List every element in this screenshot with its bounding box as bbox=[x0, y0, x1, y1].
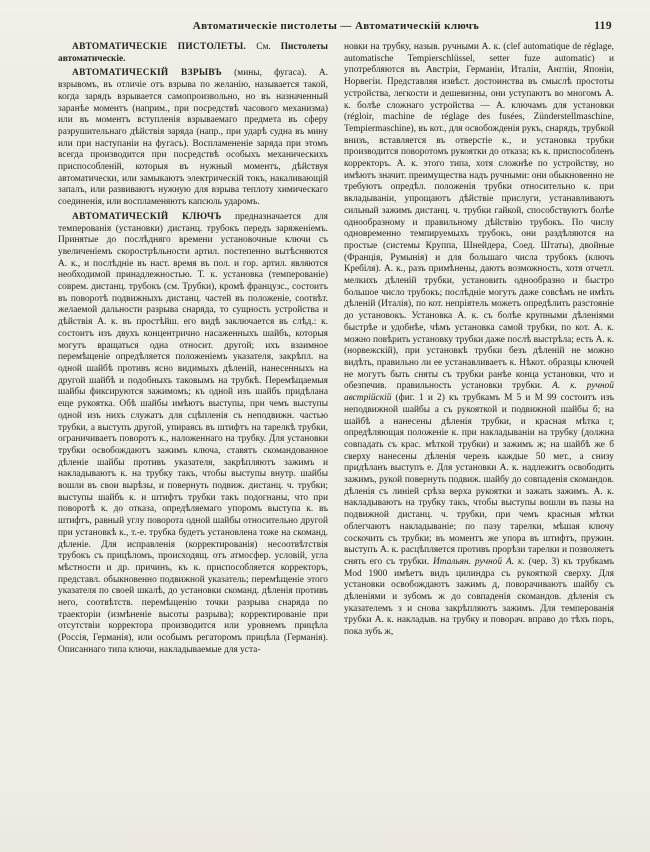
entry-automatic-key bbox=[58, 212, 328, 657]
austrian-key-lead: А. к. ручной австрійскій bbox=[344, 381, 614, 404]
entry-text-automatic-key: предназначается для темперованія (установки) дистанц. трубокъ передъ заряженіемъ. Принятые до послѣдняго времени установочные ключи съ увеличеніемъ скорострѣльности артил. постепенно вытѣсняются А. к., и послѣдніе въ наст. время въ пол. и гор. артил. являются необходимой принадлежностью. Т. к. установка (темперованіе) соврем. дистанц. трубокъ (см. Трубки), кромѣ французс., состоитъ въ поворотѣ подвижныхъ дистанц. частей въ положеніе, соотвѣт. желаемой дальности разрыва снаряда, то сущность устройства и дѣйствія А. к. въ простѣйш. его видѣ заключается въ слѣд.: к. состоитъ изъ двухъ концентрично насаженныхъ шайбъ, которыя могутъ вращаться одна относит. другой; ихъ взаимное перемѣщеніе опредѣляется положеніемъ указателя, закрѣпл. на одной шайбѣ противъ ясно видимыхъ дѣленій, нанесенныхъ на другой шайбѣ и подобныхъ таковымъ на трубкѣ. Перемѣщаемыя шайбы фиксируются зажимомъ; къ одной изъ шайбъ придѣлана еще рукоятка. Обѣ шайбы имѣютъ выступы, при чемъ выступы одной изъ нихъ служатъ для сцѣпленія съ неподвижн. частью трубки, а выступъ другой, упираясь въ штифтъ на тарелкѣ трубки, ограничиваетъ поворотъ к., наложеннаго на трубку. Для установки трубки освобождаютъ зажимъ ключа, ставятъ скомандованное дѣленіе шайбы противъ указателя, закрѣпляютъ зажимъ и накладываютъ к. на трубку такъ, чтобы выступы внутр. шайбы вошли въ свои вырѣзы, и повернуть подвиж. дистанц. ч. трубки; выступы шайбъ к. и штифтъ трубки такъ подогнаны, что при поворотѣ к. до отказа, опредѣляемаго упоромъ выступа к. въ штифтъ, равный углу поворота одной шайбы относительно другой при установкѣ к., т.-е. трубка будетъ установлена тоже на скоманд. дѣленіе. Для исправленія (корректированія) несоотвѣтствія трубокъ съ прицѣломъ, происходящ. отъ атмосфер. условій, угла мѣстности и др. причинъ, къ к. приспособляется корректоръ, представл. обыкновенно подвижной указатель; перемѣщеніе этого указателя по своей шкалѣ, до установки скоманд. дѣленія противъ него, соотвѣтств. перемѣщенію точки разрыва снаряда по траекторіи (измѣненіе высоты разрыва); корректированіе при отсутствіи корректора производится или уровнемъ прицѣла (Россія, Германія), или особымъ регаторомъ прицѣла (Германія). Описаннаго типа ключи, накладываемые для уста- bbox=[58, 211, 328, 655]
entry-automatic-pistols bbox=[58, 42, 328, 65]
see-also-text: См. bbox=[246, 42, 281, 52]
entry-title-automatic-pistols: АВТОМАТИЧЕСКІЕ ПИСТОЛЕТЫ. bbox=[72, 42, 247, 52]
italian-key-text: (чер. 3) къ трубкамъ Mod 1900 имѣетъ видъ цилиндра съ рукояткой сверху. Для установки освобождаютъ зажимъ д, поворачиваютъ шайбу съ дѣленіями и зубомъ ж до совпаденія скомандов. дѣленія съ указателемъ з и снова закрѣпляютъ зажимъ. Для темперованія трубки А. к. накладыв. на трубку и поворач. вправо до тѣхъ поръ, пока зубъ ж, bbox=[344, 556, 614, 638]
see-also-reference: Пистолеты автоматическіе. bbox=[58, 42, 328, 64]
austrian-key-text: (фиг. 1 и 2) къ трубкамъ М 5 и М 99 состоитъ изъ неподвижной шайбы а съ рукояткой и подвижной шайбы б; на шайбѣ а нанесены дѣленія трубки, и красная мѣтка г, опредѣляющая положеніе к. при накладываніи на трубку (должна совпадать съ крас. мѣткой трубки) и зажимъ ж; на шайбѣ же б сверху нанесены дѣленія черезъ каждые 50 мет., а снизу придѣланъ выступъ е. Для установки А. к. надлежитъ освободить зажимъ, рукой повернуть подвиж. шайбу до совпаденія скомандов. дѣленія съ линіей срѣза верха рукоятки и зажать зажимъ. А. к. накладываютъ на трубку такъ, чтобы выступы вошли въ пазы на подвижной дистанц. ч. трубки, при чемъ красныя мѣтки облегчаютъ накладываніе; по пазу тарелки, мѣшая ключу соскочить съ трубки; въ моментъ же упора въ штифтъ, пружин. выступъ А. к. расцѣпляется противъ прорѣзи тарелки и позволяетъ снять его съ трубки. bbox=[344, 393, 614, 567]
page-number: 119 bbox=[594, 20, 612, 32]
entry-title-automatic-key: АВТОМАТИЧЕСКІЙ КЛЮЧЪ bbox=[72, 211, 222, 222]
entry-title-automatic-explosion: АВТОМАТИЧЕСКІЙ ВЗРЫВЪ bbox=[72, 68, 222, 79]
right-column bbox=[344, 42, 614, 657]
entry-text-continuation: новки на трубку, назыв. ручными А. к. (clef automatique de réglage, automatische Tempierschlüssel, setter fuze automatic) и употребляются въ Австріи, Германіи, Италіи, Англіи, Японіи, Норвегіи. Представляя извѣст. достоинства въ смыслѣ простоты устройства, легкости и дешевизны, они уступаютъ во многомъ А. к. болѣе сложнаго устройства — А. ключамъ для установки (régloir, machine de réglage des fusées, Zünderstellmaschine, Tempiermaschine), въ кот., для освобожденія рукъ, снарядъ, трубкой внизъ, вставляется въ отверстіе к., и установка трубки производится поворотомъ рукоятки до отказа; къ к. приспособленъ корректоръ. А. к. этого типа, хотя сложнѣе по устройству, но имѣютъ значит. преимущества надъ ручными: они обыкновенно не требуютъ опредѣл. положенія трубки относительно к. при вкладываніи, упрощаютъ дѣйствіе прислуги, устанавливаютъ сильный зажимъ дистанц. ч. трубки гайкой, способствуютъ болѣе однообразному и правильному дѣйствію трубокъ. По числу одновременно темпируемыхъ трубокъ, они раздѣляются на простые (системы Круппа, Шнейдера, Соед. Штаты), двойные (Франція, Румынія) и для большаго числа трубокъ (ключъ Кребіля). А. к., разъ примѣнены, даютъ возможность, хотя отчетл. мелкихъ дѣленій трубки, установить однообразно и быстро большое число трубокъ; послѣдніе могутъ даже совсѣмъ не имѣть дѣленій (Италія), по кот. непріятель можетъ опредѣлить разстояніе до установокъ. Установка А. к. съ болѣе крупными дѣленіями быстрѣе и удобнѣе, чѣмъ установка самой трубки, по кот. А. к. можно повѣрить установку трубки даже послѣ выстрѣла; есть А. к. (норвежскій), при установкѣ трубки безъ дѣленій не можно видѣть, правильно ли ее устанавливаетъ к. Нѣкот. образцы ключей не могутъ быть сняты съ трубки ранѣе конца установки, что и обезпечив. правильность установки трубки. bbox=[344, 42, 614, 392]
text-columns bbox=[58, 42, 614, 657]
entry-automatic-key-continued bbox=[344, 42, 614, 639]
running-header bbox=[58, 20, 614, 32]
italian-key-lead: Итальян. ручной А. к. bbox=[432, 556, 525, 567]
entry-text-automatic-explosion: (мины, фугаса). А. взрывомъ, въ отличіе отъ взрыва по желанію, называется такой, когда зарядъ взрывается самопроизвольно, но въ назначенный заранѣе моментъ (наприм., при посредствѣ часового механизма) или въ моментъ вступленія взрываемаго предмета въ сферу разрушительнаго дѣйствія заряда (напр., при ударѣ судна въ мину или при наступаніи на фугасъ). Воспламененіе заряда при этомъ всегда производится при посредствѣ особыхъ механическихъ приспособленій, которыя въ нужный моментъ, дѣйствуя автоматически, или замыкаютъ электрическій токъ, накаливающій запалъ, или развиваютъ нужную для взрыва теплоту химическаго соединенія, или воспламеняютъ капсюль ударомъ. bbox=[58, 68, 328, 208]
running-header-title: Автоматическіе пистолеты — Автоматическій ключъ bbox=[192, 20, 480, 32]
left-column bbox=[58, 42, 328, 657]
entry-automatic-explosion bbox=[58, 68, 328, 208]
